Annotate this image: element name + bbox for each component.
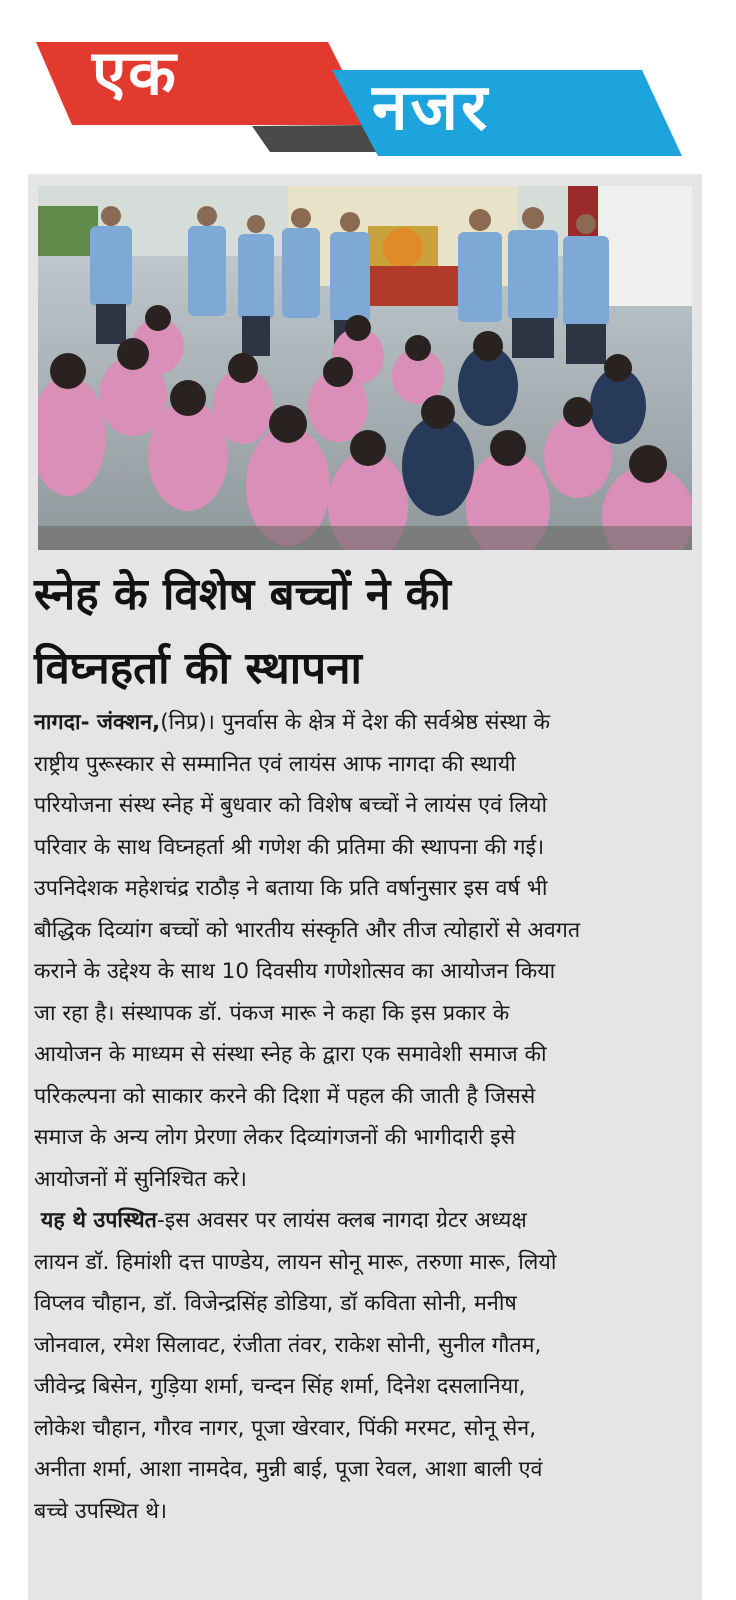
body-line: कराने के उद्देश्य के साथ 10 दिवसीय गणेशोत्सव का आयोजन किया (34, 959, 556, 984)
body-line (34, 1200, 696, 1242)
body-line: परिकल्पना को साकार करने की दिशा में पहल की जाती है जिससे (34, 1083, 536, 1109)
body-line: आयोजनों में सुनिश्चित करे। (34, 1166, 247, 1192)
body-line: परिवार के साथ विघ्नहर्ता श्री गणेश की प्रतिमा की स्थापना की गई। (34, 834, 545, 860)
body-line: आयोजन के माध्यम से संस्था स्नेह के द्वारा एक समावेशी समाज की (34, 1042, 547, 1067)
subhead-attendees: यह थे उपस्थित (40, 1208, 157, 1233)
masthead-word-najar: नजर (372, 71, 491, 145)
body-line: जा रहा है। संस्थापक डॉ. पंकज मारू ने कहा कि इस प्रकार के (34, 1000, 510, 1026)
article-body (34, 702, 696, 1532)
body-line: लायन डॉ. हिमांशी दत्त पाण्डेय, लायन सोनू मारू, तरुणा मारू, लियो (34, 1249, 557, 1275)
body-line: जोनवाल, रमेश सिलावट, रंजीता तंवर, राकेश सोनी, सुनील गौतम, (34, 1332, 542, 1358)
headline-line-1: स्नेह के विशेष बच्चों ने की (34, 569, 451, 620)
masthead (0, 0, 736, 175)
body-line: राष्ट्रीय पुरूस्कार से सम्मानित एवं लायंस आफ नागदा की स्थायी (34, 751, 516, 777)
body-line: परियोजना संस्थ स्नेह में बुधवार को विशेष बच्चों ने लायंस एवं लियो (34, 793, 548, 818)
masthead-red-band (36, 36, 370, 125)
body-line-text: (निप्र)। पुनर्वास के क्षेत्र में देश की सर्वश्रेष्ठ संस्था के (160, 710, 551, 735)
body-line-text: -इस अवसर पर लायंस क्लब नागदा ग्रेटर अध्यक्ष (156, 1208, 527, 1233)
body-line: अनीता शर्मा, आशा नामदेव, मुन्नी बाई, पूजा रेवल, आशा बाली एवं (34, 1457, 543, 1482)
masthead-word-ek: एक (92, 36, 178, 109)
article-photo (38, 186, 692, 550)
body-line: विप्लव चौहान, डॉ. विजेन्द्रसिंह डोडिया, डॉ कविता सोनी, मनीष (34, 1291, 517, 1316)
dateline: नागदा- जंक्शन, (34, 710, 161, 735)
body-line: बच्चे उपस्थित थे। (34, 1498, 168, 1524)
body-line: उपनिदेशक महेशचंद्र राठौड़ ने बताया कि प्रति वर्षानुसार इस वर्ष भी (34, 876, 548, 901)
body-line: बौद्धिक दिव्यांग बच्चों को भारतीय संस्कृति और तीज त्योहारों से अवगत (34, 917, 581, 943)
photo-of-students-and-staff-with-ganesh-idol-icon (38, 186, 692, 550)
body-line (34, 702, 696, 744)
news-article (28, 174, 702, 1600)
body-line: लोकेश चौहान, गौरव नागर, पूजा खेरवार, पिंकी मरमट, सोनू सेन, (34, 1415, 537, 1441)
body-line: समाज के अन्य लोग प्रेरणा लेकर दिव्यांगजनों की भागीदारी इसे (34, 1125, 516, 1150)
body-line: जीवेन्द्र बिसेन, गुड़िया शर्मा, चन्दन सिंह शर्मा, दिनेश दसलानिया, (34, 1374, 526, 1399)
article-headline (34, 558, 694, 706)
headline-line-2: विघ्नहर्ता की स्थापना (34, 643, 362, 694)
